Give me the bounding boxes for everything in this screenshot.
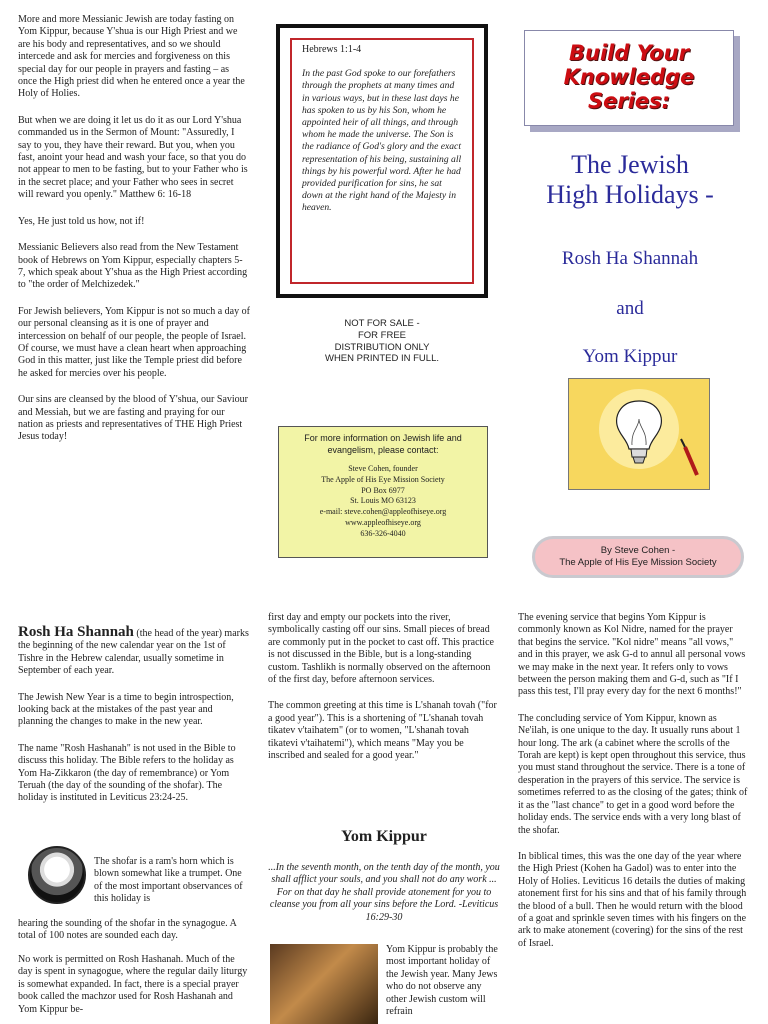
- rosh-hashanah-section: [18, 612, 250, 819]
- notice-line: DISTRIBUTION ONLY: [334, 341, 430, 353]
- paragraph: But when we are doing it let us do it as our Lord Y'shua commanded us in the Sermon of Mount: "Assuredly, I say to you, they have their reward. But you, when you fast, anoint your head and wash your face, so that you do not appear to men to be fasting, but to your Father who is in the secret place; and your Father who sees in secret will reward you openly." Matthew 6: 16-18: [18, 114, 248, 201]
- banner-line: Knowledge: [563, 65, 695, 89]
- torah-photo: [270, 944, 378, 1024]
- lightbulb-icon: [569, 379, 709, 489]
- byline-line: By Steve Cohen -: [600, 545, 676, 556]
- title-line: The Jewish: [571, 150, 689, 179]
- paragraph: For Jewish believers, Yom Kippur is not so much a day of our personal cleansing as it is one of prayer and intercession on behalf of our people, the people of Israel. Of course, we must have a clean heart when approaching God in this matter, just like the Temple priest did before he asked for mercies over his people.: [18, 305, 250, 379]
- booklet-title: [512, 150, 748, 210]
- banner-line: Build Your: [569, 41, 689, 65]
- lightbulb-illustration: [568, 378, 710, 490]
- notice-line: NOT FOR SALE -: [344, 318, 420, 329]
- byline-line: The Apple of His Eye Mission Society: [559, 557, 717, 568]
- contact-line: St. Louis MO 63123: [350, 496, 416, 506]
- contact-line: Steve Cohen, founder: [348, 464, 418, 473]
- paragraph: The name "Rosh Hashanah" is not used in the Bible to discuss this holiday. The Bible refers to the holiday as Yom Ha-Zikkaron (the day of remembrance) or Yom Teruah (the day of the sounding of the shofar). The holiday is instituted in Leviticus 23:24-25.: [18, 742, 236, 804]
- contact-email[interactable]: e-mail: steve.cohen@appleofhiseye.org: [319, 507, 447, 517]
- notice-line: FOR FREE: [357, 329, 407, 341]
- contact-intro: For more information on Jewish life and evangelism, please contact:: [304, 433, 462, 455]
- contact-website[interactable]: www.appleofhiseye.org: [345, 517, 421, 527]
- paragraph: In biblical times, this was the one day of the year where the High Priest (Kohen ha Gadol) was to enter into the Holy of Holies. Leviticus 16 details the duties of making atonement first for his sins and that of his family through the blood of a bull. Then he would return with the blood of a goat and sprinkle seven times with his fingers on the ark to make atonement (covering) for the sins of the rest of Israel.: [518, 850, 747, 949]
- paragraph: No work is permitted on Rosh Hashanah. Much of the day is spent in synagogue, where the regular daily liturgy is somewhat expanded. In fact, there is a special prayer book called the machzor used for Rosh Hashanah and Yom Kippur be-: [18, 954, 248, 1015]
- paragraph: The Jewish New Year is a time to begin introspection, looking back at the mistakes of the past year and planning the changes to make in the new year.: [18, 691, 234, 728]
- banner-line: Series:: [587, 89, 671, 113]
- yom-kippur-heading: Yom Kippur: [341, 828, 427, 845]
- paragraph: Our sins are cleansed by the blood of Y'shua, our Saviour and Messiah, but we are fasting and praying for our nation as priests and representatives of THE High Priest Jesus today!: [18, 394, 248, 443]
- paragraph: The common greeting at this time is L'shanah tovah ("for a good year"). This is a shortening of "L'shanah tovah tikatev v'taihatem" (or to women, "L'shanah tovah tikatevi v'taihatemi"), which means "May you be inscribed and sealed for a good year.": [268, 700, 497, 762]
- paragraph: The concluding service of Yom Kippur, known as Ne'ilah, is one unique to the day. It usually runs about 1 hour long. The ark (a cabinet where the scrolls of the Torah are kept) is kept open throughout this service, thus you must stand throughout the service. There is a tone of desperation in the prayers of this service. The service is sometimes referred to as the closing of the gates; think of it as the "last chance" to get in a good word before the holiday ends. The service ends with a very long blast of the shofar.: [518, 712, 748, 836]
- section-heading: Rosh Ha Shannah: [18, 624, 134, 640]
- paragraph: More and more Messianic Jewish are today fasting on Yom Kippur, because Y'shua is our High Priest and we are his body and representatives, and so we should intercede and ask for mercies and forgiveness on this special day for our people in prayers and fasting – as once the High priest did when he entered once a year the Holy of Holies.: [18, 14, 245, 100]
- shofar-paragraph: The shofar is a ram's horn which is blown somewhat like a trumpet. One of the most important observances of this holiday is: [94, 856, 243, 905]
- subtitle-and: and: [616, 298, 644, 319]
- shofar-paragraph-continued: hearing the sounding of the shofar in the synagogue. A total of 100 notes are sounded each day.: [18, 918, 237, 942]
- middle-column-text: [268, 612, 500, 776]
- series-banner: [524, 30, 734, 126]
- scripture-reference: Hebrews 1:1-4: [302, 44, 362, 55]
- yom-kippur-paragraph: Yom Kippur is probably the most important holiday of the Jewish year. Many Jews who do not observe any other Jewish custom will refrain: [386, 944, 498, 1018]
- paragraph: Yes, He just told us how, not if!: [18, 215, 145, 227]
- paragraph: The evening service that begins Yom Kippur is commonly known as Kol Nidre, named for the prayer that begins the service. "Kol nidre" means "all vows," and in this prayer, we ask G-d to annul all personal vows we may make in the next year. It refers only to vows between the person making them and G-d, such as "If I pass this test, I'll pray every day for the next 6 months!": [518, 612, 746, 698]
- contact-phone: 636-326-4040: [360, 528, 406, 538]
- shofar-blower-image: [28, 846, 86, 904]
- notice-line: WHEN PRINTED IN FULL.: [324, 353, 439, 365]
- paragraph-text: (the head of the year) marks the beginning of the new calendar year on the 1st of Tishre in the Hebrew calendar, usually sometime in September of each year.: [18, 628, 249, 677]
- subtitle-yom-kippur: Yom Kippur: [582, 346, 678, 367]
- not-for-sale-notice: [276, 318, 488, 365]
- title-line: High Holidays -: [546, 180, 714, 209]
- right-column-text: [518, 612, 750, 964]
- contact-line: The Apple of His Eye Mission Society: [321, 474, 445, 484]
- contact-box: [278, 426, 488, 558]
- leviticus-quote: ...In the seventh month, on the tenth day of the month, you shall afflict your souls, and you shall not do any work ... For on that day he shall provide atonement for you to cleanse you from all your sins before the Lord. -Leviticus 16:29-30: [268, 862, 500, 923]
- scripture-text: In the past God spoke to our forefathers through the prophets at many times and in various ways, but in these last days he has spoken to us by his Son, whom he appointed heir of all things, and through whom he made the universe. The Son is the radiance of God's glory and the exact representation of his being, sustaining all things by his powerful word. After he had provided purification for sins, he sat down at the right hand of the Majesty in heaven.: [302, 68, 462, 214]
- contact-line: PO Box 6977: [361, 485, 405, 495]
- hebrews-inner-border: [290, 38, 474, 284]
- subtitle-rosh: Rosh Ha Shannah: [561, 248, 699, 269]
- left-column-text: [18, 14, 250, 458]
- paragraph: first day and empty our pockets into the river, symbolically casting off our sins. Small pieces of bread are commonly put in the pocket to cast off. This practice is not discussed in the Bible, but is a long-standing custom. Tashlikh is normally observed on the afternoon of the first day, before afternoon services.: [268, 612, 494, 686]
- paragraph: Messianic Believers also read from the New Testament book of Hebrews on Yom Kippur, especially chapters 5-7, which speak about Y'shua as the High Priest according to "the order of Melchizedek.": [18, 242, 248, 291]
- author-byline: [532, 536, 744, 578]
- hebrews-quote-box: [276, 24, 488, 298]
